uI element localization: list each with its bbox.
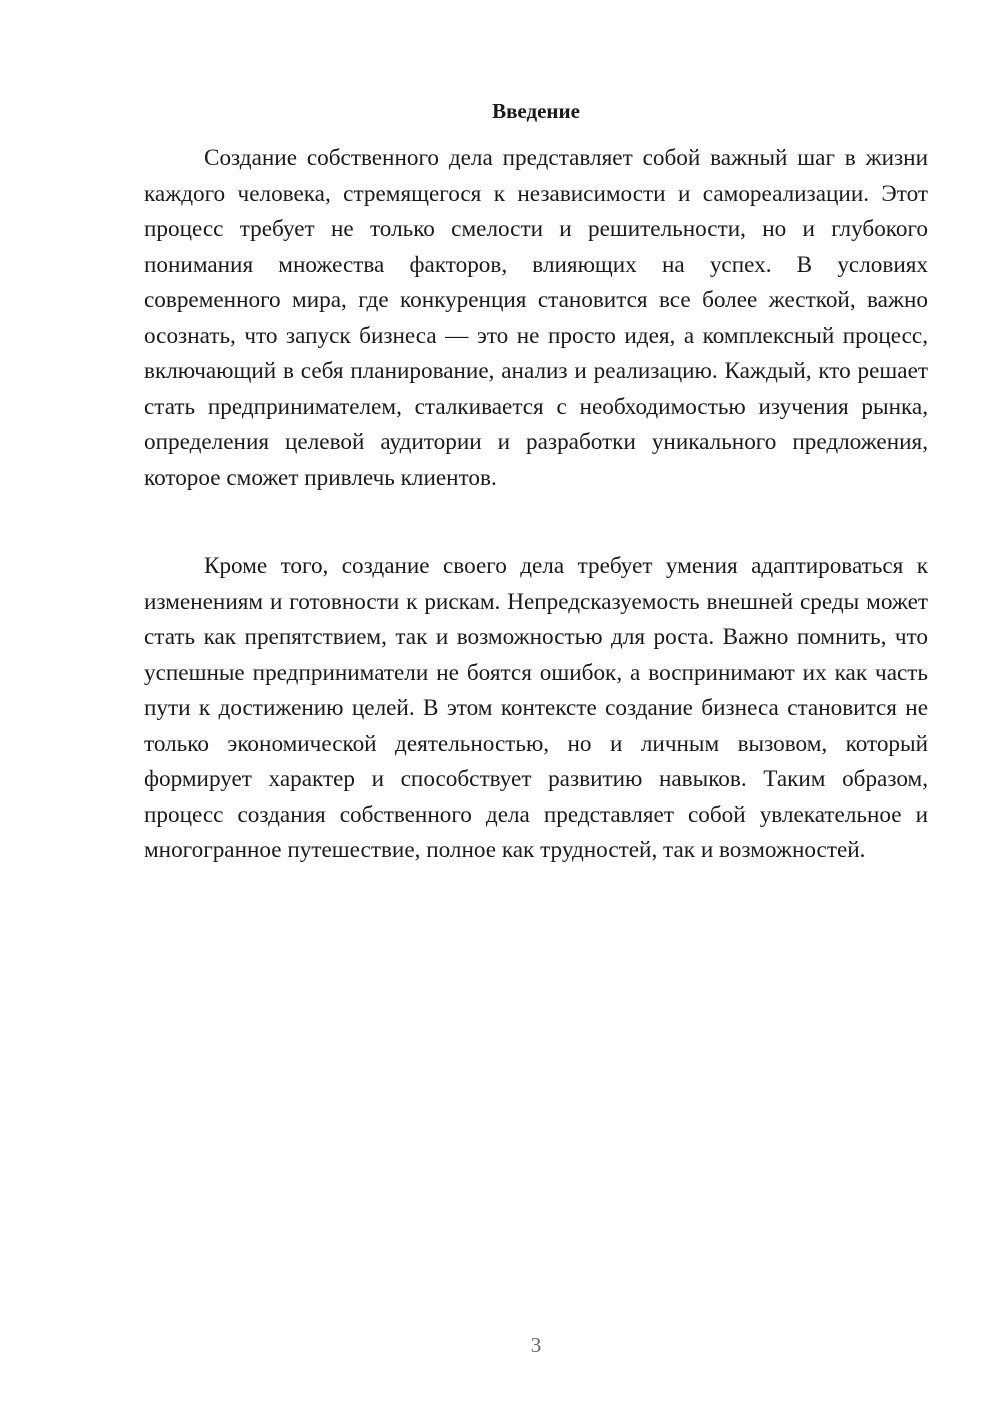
- section-heading: Введение: [492, 99, 580, 123]
- paragraph-2: Кроме того, создание своего дела требует умения адаптироваться к изменениям и готовности к рискам. Непредсказуемость внешней среды может стать как препятствием, так и возможностью для роста. Важно помнить, что успешные предприниматели не боятся ошибок, а воспринимают их как часть пути к достижению целей. В этом контексте создание бизнеса становится не только экономической деятельностью, но и личным вызовом, который формирует характер и способствует развитию навыков. Таким образом, процесс создания собственного дела представляет собой увлекательное и многогранное путешествие, полное как трудностей, так и возможностей.: [144, 553, 928, 863]
- paragraph-1: Создание собственного дела представляет собой важный шаг в жизни каждого человека, стремящегося к независимости и самореализации. Этот процесс требует не только смелости и решительности, но и глубокого понимания множества факторов, влияющих на успех. В условиях современного мира, где конкуренция становится все более жесткой, важно осознать, что запуск бизнеса — это не просто идея, а комплексный процесс, включающий в себя планирование, анализ и реализацию. Каждый, кто решает стать предпринимателем, сталкивается с необходимостью изучения рынка, определения целевой аудитории и разработки уникального предложения, которое сможет привлечь клиентов.: [144, 145, 928, 491]
- page-number: 3: [530, 1333, 542, 1357]
